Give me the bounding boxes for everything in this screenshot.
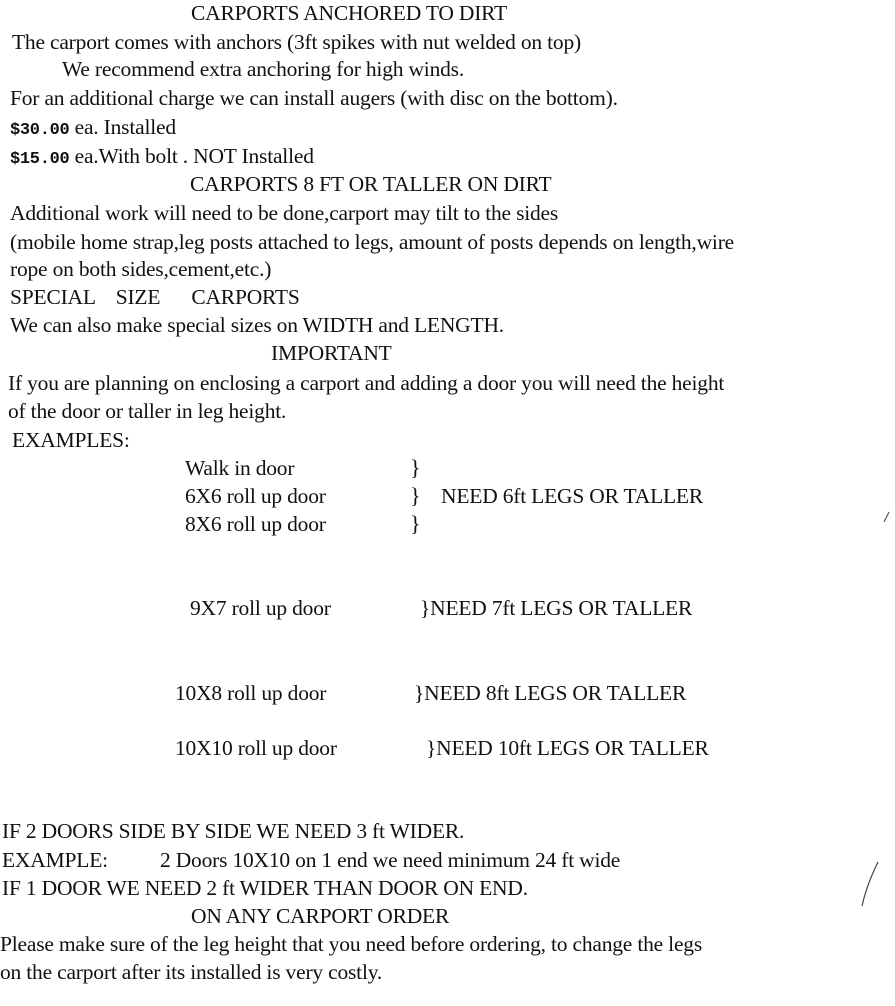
anchored-line-2: We recommend extra anchoring for high winds. — [62, 57, 465, 81]
important-line-1: If you are planning on enclosing a carport and adding a door you will need the height — [8, 371, 725, 395]
price-installed: $30.00 — [10, 121, 70, 140]
door-walk-in: Walk in door — [185, 456, 295, 480]
tall-line-3: rope on both sides,cement,etc.) — [10, 257, 272, 281]
special-line-1: We can also make special sizes on WIDTH and LENGTH. — [10, 313, 504, 337]
door-10x10: 10X10 roll up door — [175, 736, 337, 760]
requirement-6ft: NEED 6ft LEGS OR TALLER — [441, 484, 704, 508]
heading-important: IMPORTANT — [271, 341, 392, 365]
heading-order: ON ANY CARPORT ORDER — [191, 904, 450, 928]
brace-mark: } — [410, 511, 421, 536]
price-not-installed-label: ea.With bolt . NOT Installed — [74, 144, 314, 168]
anchored-line-3: For an additional charge we can install augers (with disc on the bottom). — [10, 86, 618, 110]
examples-label: EXAMPLES: — [12, 428, 130, 452]
anchored-line-1: The carport comes with anchors (3ft spikes with nut welded on top) — [12, 30, 581, 54]
price-not-installed-row — [10, 144, 314, 172]
door-10x8: 10X8 roll up door — [175, 681, 327, 705]
requirement-7ft: }NEED 7ft LEGS OR TALLER — [420, 596, 693, 620]
brace-mark: } — [410, 455, 421, 480]
requirement-10ft: }NEED 10ft LEGS OR TALLER — [426, 736, 709, 760]
requirement-8ft: }NEED 8ft LEGS OR TALLER — [414, 681, 687, 705]
brace-mark: } — [410, 483, 421, 508]
door-8x6: 8X6 roll up door — [185, 512, 326, 536]
tall-line-1: Additional work will need to be done,carport may tilt to the sides — [10, 201, 559, 225]
width-rule-one-door: IF 1 DOOR WE NEED 2 ft WIDER THAN DOOR ON END. — [2, 876, 528, 900]
door-6x6: 6X6 roll up door — [185, 484, 326, 508]
price-not-installed: $15.00 — [10, 150, 70, 169]
heading-anchored: CARPORTS ANCHORED TO DIRT — [191, 1, 507, 25]
scan-speck — [880, 510, 892, 530]
heading-special: SPECIAL SIZE CARPORTS — [10, 285, 300, 309]
scan-mark — [858, 860, 882, 910]
width-example-label: EXAMPLE: — [2, 848, 108, 872]
important-line-2: of the door or taller in leg height. — [8, 399, 287, 423]
door-9x7: 9X7 roll up door — [190, 596, 331, 620]
price-installed-row — [10, 115, 176, 143]
tall-line-2: (mobile home strap,leg posts attached to legs, amount of posts depends on length,wire — [10, 230, 735, 254]
width-rule-two-doors: IF 2 DOORS SIDE BY SIDE WE NEED 3 ft WIDER. — [2, 819, 465, 843]
order-line-1: Please make sure of the leg height that you need before ordering, to change the legs — [0, 932, 703, 956]
price-installed-label: ea. Installed — [74, 115, 176, 139]
width-example-text: 2 Doors 10X10 on 1 end we need minimum 24 ft wide — [160, 848, 621, 872]
order-line-2: on the carport after its installed is very costly. — [0, 960, 383, 984]
heading-tall: CARPORTS 8 FT OR TALLER ON DIRT — [190, 172, 552, 196]
